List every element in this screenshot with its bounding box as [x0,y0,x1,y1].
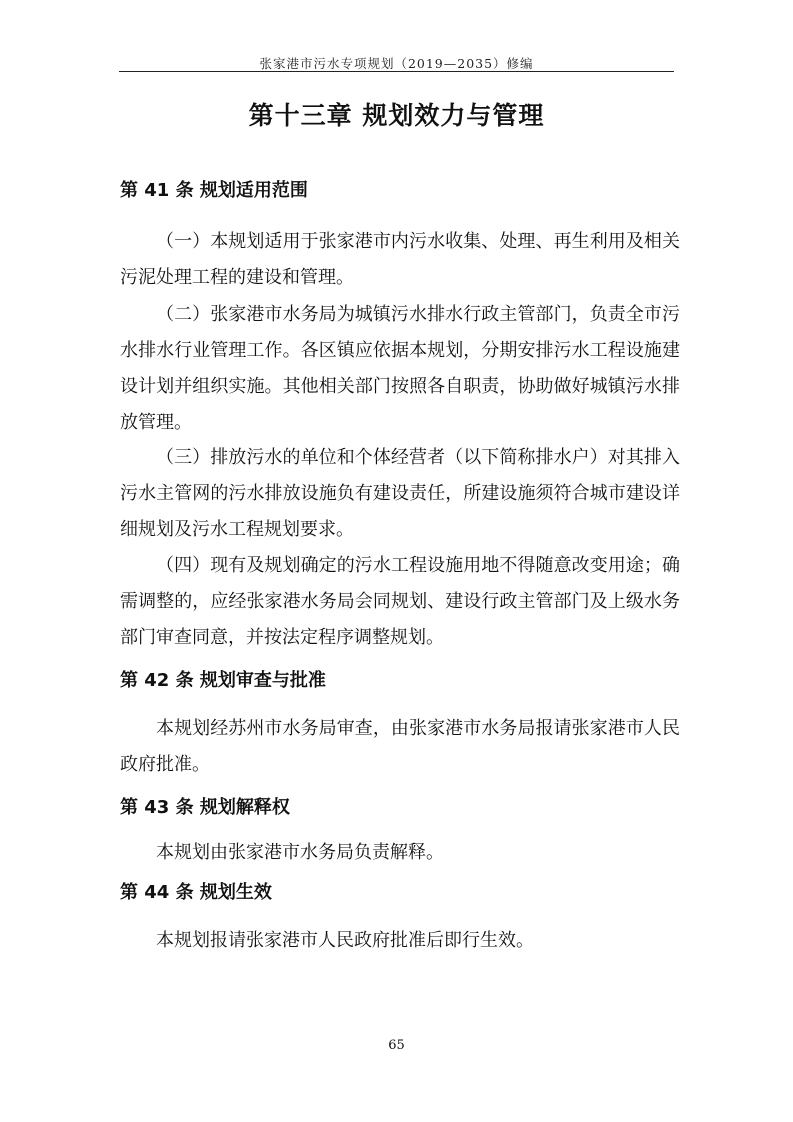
article-41-paragraph-4: （四）现有及规划确定的污水工程设施用地不得随意改变用途；确需调整的，应经张家港水务局会同规划、建设行政主管部门及上级水务部门审查同意，并按法定程序调整规划。 [120,555,680,648]
header-rule [119,71,674,72]
article-42-paragraph-1: 本规划经苏州市水务局审查，由张家港市水务局报请张家港市人民政府批准。 [120,718,680,775]
page-header: 张家港市污水专项规划（2019—2035）修编 [259,56,534,71]
article-41-paragraph-3: （三）排放污水的单位和个体经营者（以下简称排水户）对其排入污水主管网的污水排放设施负有建设责任，所建设施须符合城市建设详细规划及污水工程规划要求。 [120,447,680,540]
article-41-paragraph-1: （一）本规划适用于张家港市内污水收集、处理、再生利用及相关污泥处理工程的建设和管理。 [120,231,680,288]
chapter-title: 第十三章 规划效力与管理 [248,101,545,130]
article-44-paragraph-1: 本规划报请张家港市人民政府批准后即行生效。 [156,930,534,951]
article-41-paragraph-2: （二）张家港市水务局为城镇污水排水行政主管部门，负责全市污水排水行业管理工作。各区镇应依据本规划，分期安排污水工程设施建设计划并组织实施。其他相关部门按照各自职责，协助做好城镇污水排放管理。 [120,304,680,433]
page-number: 65 [388,1038,405,1053]
article-41-title: 第 41 条 规划适用范围 [120,180,308,201]
article-43-paragraph-1: 本规划由张家港市水务局负责解释。 [156,842,444,863]
article-42-title: 第 42 条 规划审查与批准 [120,670,326,691]
article-43-title: 第 43 条 规划解释权 [120,797,290,818]
article-44-title: 第 44 条 规划生效 [120,882,272,903]
